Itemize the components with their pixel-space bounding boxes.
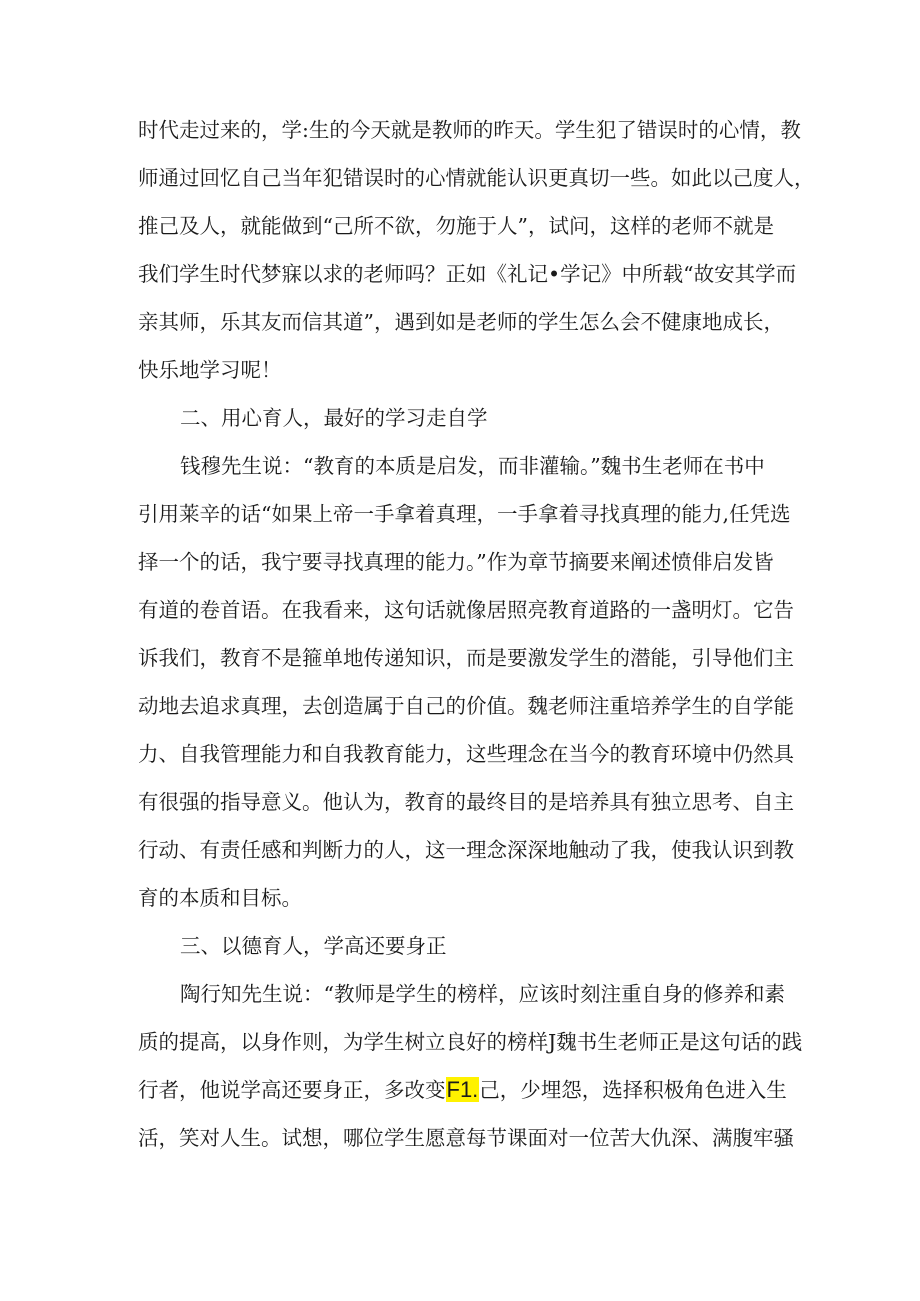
paragraph-line: 师通过回忆自己当年犯错误时的心情就能认识更真切一些。如此以己度人， [138, 166, 815, 190]
paragraph-line: 质的提高，以身作则，为学生树立良好的榜样J魏书生老师正是这句话的践 [138, 1030, 803, 1054]
line-text: 行者，他说学高还要身正，多改变 [138, 1078, 446, 1102]
paragraph-line: 我们学生时代梦寐以求的老师吗？正如《礼记•学记》中所载“故安其学而 [138, 262, 797, 286]
paragraph-line: 快乐地学习呢！ [138, 358, 282, 382]
paragraph-line: 活，笑对人生。试想，哪位学生愿意每节课面对一位苦大仇深、满腹牢骚 [138, 1126, 794, 1150]
paragraph-line: 育的本质和目标。 [138, 886, 302, 910]
paragraph-line: 陶行知先生说：“教师是学生的榜样，应该时刻注重自身的修养和素 [180, 982, 785, 1006]
paragraph-line: 力、自我管理能力和自我教育能力，这些理念在当今的教育环境中仍然具 [138, 742, 794, 766]
paragraph-line: 有道的卷首语。在我看来，这句话就像居照亮教育道路的一盏明灯。它告 [138, 598, 794, 622]
paragraph-line: 亲其师，乐其友而信其道”，遇到如是老师的学生怎么会不健康地成长， [138, 310, 784, 334]
paragraph-line: 择一个的话，我宁要寻找真理的能力。”作为章节摘要来阐述愤俳启发皆 [138, 550, 774, 574]
section-heading: 三、以德育人，学高还要身正 [180, 934, 447, 958]
section-heading: 二、用心育人，最好的学习走自学 [180, 406, 488, 430]
paragraph-line: 动地去追求真理，去创造属于自己的价值。魏老师注重培养学生的自学能 [138, 694, 794, 718]
paragraph-line: 引用莱辛的话“如果上帝一手拿着真理，一手拿着寻找真理的能力,任凭选 [138, 502, 791, 526]
paragraph-line: 有很强的指导意义。他认为，教育的最终目的是培养具有独立思考、自主 [138, 790, 794, 814]
highlighted-text: F1. [446, 1077, 479, 1102]
paragraph-line: 诉我们，教育不是箍单地传递知识，而是要激发学生的潜能，引导他们主 [138, 646, 794, 670]
paragraph-line: 推己及人，就能做到“己所不欲，勿施于人”，试问，这样的老师不就是 [138, 214, 774, 238]
paragraph-line: 行动、有责任感和判断力的人，这一理念深深地触动了我，使我认识到教 [138, 838, 794, 862]
paragraph-line: 钱穆先生说：“教育的本质是启发，而非灌输。”魏书生老师在书中 [180, 454, 765, 478]
line-text: 己，少埋怨，选择积极角色进入生 [479, 1078, 787, 1102]
paragraph-line [138, 1070, 788, 1110]
paragraph-line: 时代走过来的，学:生的今天就是教师的昨天。学生犯了错误时的心情，教 [138, 118, 801, 142]
